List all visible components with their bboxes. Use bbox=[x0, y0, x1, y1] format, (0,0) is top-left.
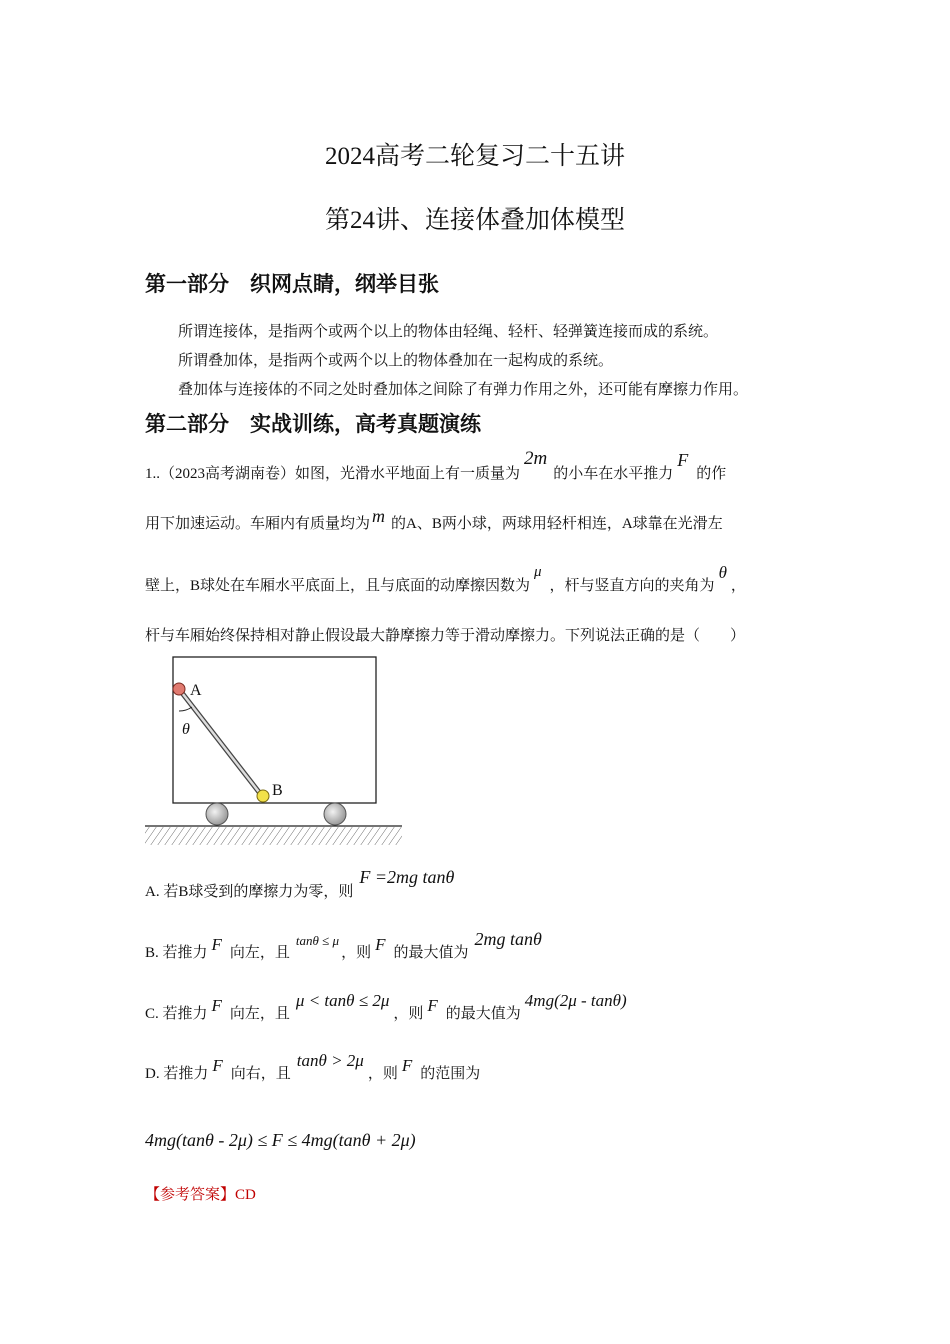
option-b bbox=[145, 929, 542, 962]
ball-a bbox=[173, 683, 185, 695]
question-text: 壁上，B球处在车厢水平底面上，且与底面的动摩擦因数为 bbox=[145, 578, 531, 594]
option-b-text: ，则 bbox=[341, 945, 372, 961]
part1-heading: 第一部分 织网点睛，纲举目张 bbox=[145, 272, 439, 296]
force-symbol: F bbox=[211, 935, 222, 954]
answer-value: CD bbox=[235, 1187, 256, 1203]
force-symbol: F bbox=[401, 1056, 413, 1075]
option-c-text: 的最大值为 bbox=[445, 1006, 521, 1022]
option-b-formula: 2mg tanθ bbox=[474, 929, 542, 949]
question-text: 用下加速运动。车厢内有质量均为 bbox=[145, 516, 371, 532]
option-a-text: A. 若B球受到的摩擦力为零，则 bbox=[145, 884, 354, 900]
force-symbol: F bbox=[212, 1056, 223, 1075]
ground-hatching bbox=[145, 827, 402, 845]
option-d-condition: tanθ > 2μ bbox=[296, 1051, 364, 1070]
ball-b bbox=[257, 790, 269, 802]
question-text: 的作 bbox=[696, 466, 727, 482]
part1-paragraph-1: 所谓连接体，是指两个或两个以上的物体由轻绳、轻杆、轻弹簧连接而成的系统。 bbox=[178, 324, 719, 340]
option-c-text: C. 若推力 bbox=[145, 1006, 208, 1022]
option-c-formula: 4mg(2μ - tanθ) bbox=[524, 991, 627, 1010]
force-symbol: F bbox=[677, 450, 689, 470]
question-line-1 bbox=[145, 448, 727, 484]
part1-paragraph-3: 叠加体与连接体的不同之处时叠加体之间除了有弹力作用之外，还可能有摩擦力作用。 bbox=[178, 382, 749, 398]
force-symbol: F bbox=[375, 935, 386, 954]
option-c-text: ，则 bbox=[393, 1006, 424, 1022]
option-b-text: 的最大值为 bbox=[393, 945, 469, 961]
option-d-text: 的范围为 bbox=[420, 1066, 481, 1082]
option-c-text: 向左，且 bbox=[229, 1006, 290, 1022]
question-line-2 bbox=[145, 506, 723, 533]
answer-label: 【参考答案】 bbox=[145, 1187, 236, 1203]
question-text: 的A、B两小球，两球用轻杆相连，A球靠在光滑左 bbox=[391, 516, 723, 532]
label-theta: θ bbox=[182, 721, 190, 738]
option-d-text: D. 若推力 bbox=[145, 1066, 209, 1082]
question-text: 的小车在水平推力 bbox=[553, 466, 674, 482]
mass-2m: 2m bbox=[524, 448, 548, 469]
option-d-text: ，则 bbox=[367, 1066, 398, 1082]
option-b-condition: tanθ ≤ μ bbox=[295, 933, 340, 948]
question-text: 1..（2023高考湖南卷）如图，光滑水平地面上有一质量为 bbox=[145, 466, 521, 482]
option-d bbox=[145, 1051, 481, 1083]
force-symbol: F bbox=[211, 996, 222, 1015]
label-a: A bbox=[190, 682, 202, 699]
question-text: ，杆与竖直方向的夹角为 bbox=[549, 578, 715, 594]
option-b-text: B. 若推力 bbox=[145, 945, 208, 961]
reference-answer bbox=[145, 1183, 256, 1204]
option-b-text: 向左，且 bbox=[229, 945, 290, 961]
option-a bbox=[145, 867, 455, 901]
question-line-4: 杆与车厢始终保持相对静止假设最大静摩擦力等于滑动摩擦力。下列说法正确的是（ ） bbox=[145, 628, 746, 644]
option-c-condition: μ < tanθ ≤ 2μ bbox=[295, 991, 390, 1010]
lecture-title: 第24讲、连接体叠加体模型 bbox=[324, 207, 625, 234]
option-c bbox=[145, 991, 627, 1023]
mu-symbol: μ bbox=[534, 564, 542, 580]
document-title: 2024高考二轮复习二十五讲 bbox=[324, 143, 625, 170]
wheel-right bbox=[324, 803, 346, 825]
option-d-text: 向右，且 bbox=[230, 1066, 291, 1082]
cart-figure bbox=[140, 650, 410, 850]
question-line-3 bbox=[145, 563, 746, 595]
part2-heading: 第二部分 实战训练，高考真题演练 bbox=[145, 412, 481, 436]
option-d-formula: 4mg(tanθ - 2μ) ≤ F ≤ 4mg(tanθ + 2μ) bbox=[145, 1130, 416, 1150]
wheel-left bbox=[206, 803, 228, 825]
theta-symbol: θ bbox=[718, 563, 727, 582]
force-symbol: F bbox=[427, 996, 438, 1015]
mass-m: m bbox=[372, 506, 386, 526]
question-text: ， bbox=[730, 578, 746, 594]
part1-paragraph-2: 所谓叠加体，是指两个或两个以上的物体叠加在一起构成的系统。 bbox=[178, 353, 614, 369]
option-a-formula: F =2mg tanθ bbox=[359, 867, 455, 887]
label-b: B bbox=[272, 782, 283, 799]
